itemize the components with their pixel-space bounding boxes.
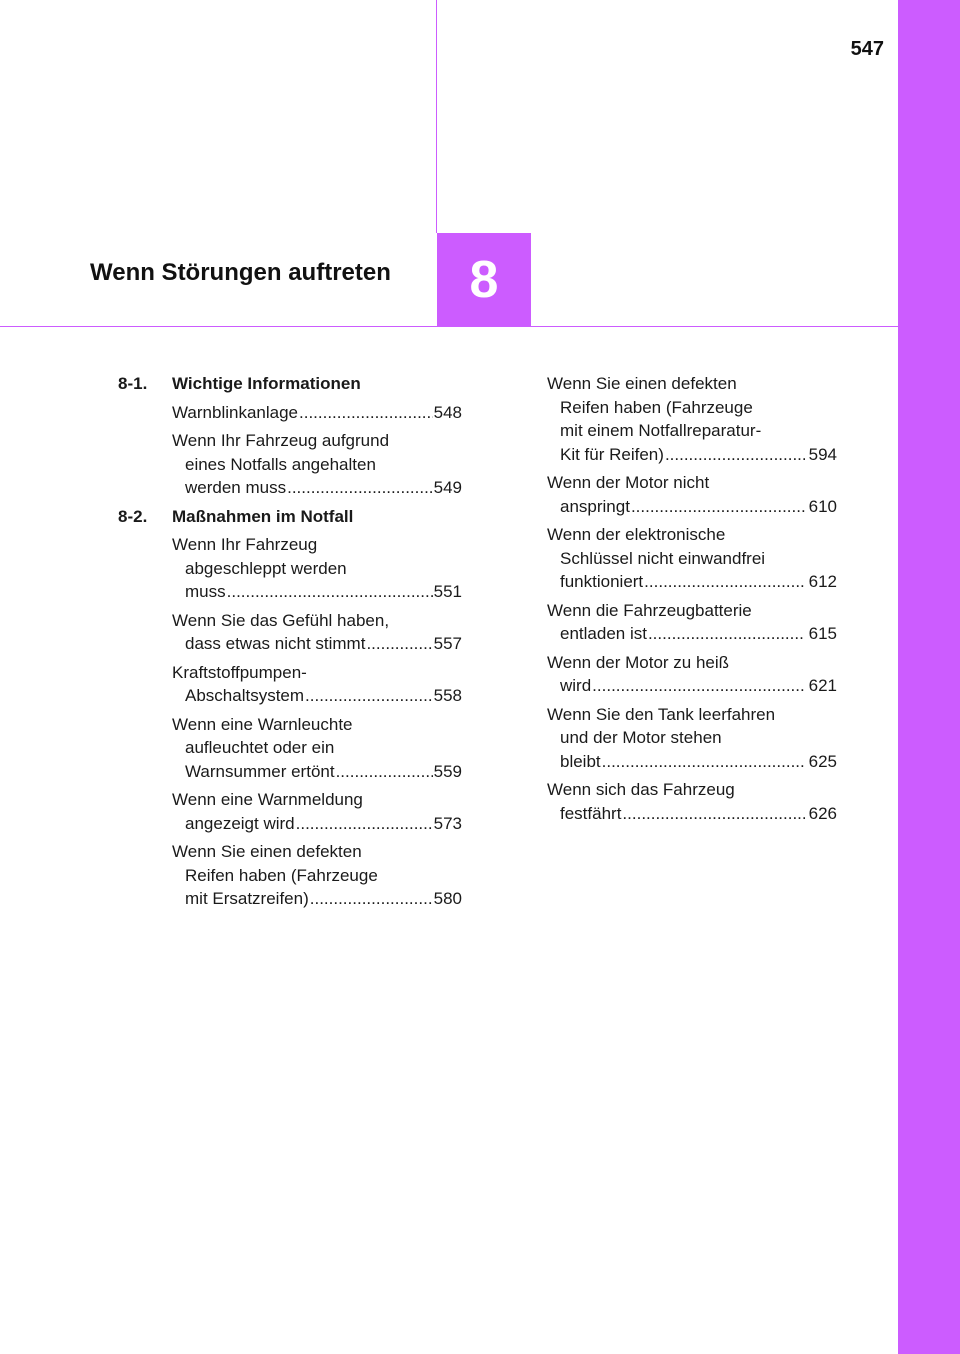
toc-entry-last-line [547, 750, 837, 774]
toc-page-number[interactable]: 626 [808, 803, 837, 823]
toc-entry-last-line [172, 580, 462, 604]
dot-leader [366, 632, 432, 656]
toc-entry[interactable] [547, 651, 837, 698]
toc-entry-last-line [547, 622, 837, 646]
dot-leader [305, 684, 433, 708]
dot-leader [648, 622, 805, 646]
toc-entry-last-line [172, 887, 462, 911]
toc-entry-last-line [547, 802, 837, 826]
dot-leader [644, 570, 804, 594]
toc-entry[interactable] [172, 429, 462, 500]
toc-entry-text: aufleuchtet oder ein [185, 738, 335, 757]
dot-leader [227, 580, 433, 604]
toc-right-column [547, 372, 837, 830]
toc-entry[interactable] [172, 401, 462, 425]
toc-entry-last-line [172, 401, 462, 425]
section-title: Wichtige Informationen [172, 374, 361, 393]
toc-entry-text: bleibt [560, 751, 601, 771]
toc-entry-text: Wenn Ihr Fahrzeug [172, 535, 318, 554]
toc-entry-last-line [172, 684, 462, 708]
toc-entry-text: eines Notfalls angehalten [185, 454, 376, 474]
toc-entry-last-line [172, 760, 462, 784]
toc-entry-text: wird [560, 676, 592, 695]
toc-entry-last-line [547, 570, 837, 594]
toc-entry-text: Wenn der Motor nicht [547, 473, 710, 492]
toc-left-column [118, 372, 462, 916]
toc-entry-text: Wenn eine Warnleuchte [172, 714, 353, 734]
toc-entry[interactable] [172, 840, 462, 911]
toc-entry-text: Reifen haben (Fahrzeuge [560, 397, 753, 417]
toc-entry-text: Wenn Ihr Fahrzeug aufgrund [172, 431, 390, 450]
toc-entry-text: abgeschleppt werden [185, 558, 347, 578]
toc-entry[interactable] [172, 713, 462, 784]
toc-page-number[interactable]: 610 [808, 496, 837, 516]
toc-page-number[interactable]: 551 [433, 582, 462, 601]
toc-entry-text: Wenn Sie einen defekten [547, 374, 737, 393]
toc-entry[interactable] [547, 372, 837, 466]
toc-entry-text: Wenn eine Warnmeldung [172, 790, 363, 809]
toc-entry-text: dass etwas nicht stimmt [185, 634, 366, 653]
toc-entry[interactable] [172, 661, 462, 708]
toc-entry-text: Kit für Reifen) [560, 444, 664, 464]
section-number: 8-1. [118, 374, 148, 393]
toc-entry-text: Wenn die Fahrzeugbatterie [547, 600, 752, 620]
page-number: 547 [850, 38, 884, 60]
toc-entry-text: und der Motor stehen [560, 728, 722, 747]
toc-entry-text: anspringt [560, 496, 630, 516]
toc-page-number[interactable]: 621 [808, 676, 837, 695]
toc-entry-text: Warnblinkanlage [172, 402, 298, 422]
toc-page-number[interactable]: 580 [433, 889, 462, 908]
dot-leader [592, 674, 804, 698]
dot-leader [631, 495, 805, 519]
toc-entry-last-line [172, 632, 462, 656]
dot-leader [336, 760, 433, 784]
toc-page-number[interactable]: 548 [433, 402, 462, 422]
toc-entry-last-line [172, 476, 462, 500]
toc-entry-text: funktioniert [560, 572, 644, 591]
toc-entry-text: Abschaltsystem [185, 686, 305, 705]
toc-entry[interactable] [547, 523, 837, 594]
toc-entry-text: Warnsummer ertönt [185, 761, 335, 781]
toc-page-number[interactable]: 549 [433, 478, 462, 497]
toc-entry-last-line [547, 495, 837, 519]
toc-entry[interactable] [172, 609, 462, 656]
toc-entry[interactable] [172, 788, 462, 835]
toc-entry-last-line [547, 674, 837, 698]
toc-entry-text: Wenn sich das Fahrzeug [547, 780, 735, 799]
toc-page-number[interactable]: 557 [433, 634, 462, 653]
toc-entry-text: entladen ist [560, 624, 647, 643]
toc-entry-text: mit Ersatzreifen) [185, 889, 309, 908]
toc-entry[interactable] [172, 533, 462, 604]
toc-entry-text: mit einem Notfallreparatur- [560, 421, 762, 440]
toc-entry-text: werden muss [185, 478, 287, 497]
toc-entry-text: Reifen haben (Fahrzeuge [185, 865, 378, 885]
toc-section-heading[interactable] [118, 372, 462, 396]
toc-entry-text: Wenn der elektronische [547, 525, 726, 544]
toc-page-number[interactable]: 625 [808, 751, 837, 771]
dot-leader [665, 443, 805, 467]
toc-section-heading[interactable] [118, 505, 462, 529]
chapter-title: Wenn Störungen auftreten [90, 259, 391, 286]
toc-entry-text: festfährt [560, 803, 622, 823]
dot-leader [622, 802, 804, 826]
dot-leader [602, 750, 805, 774]
toc-page-number[interactable]: 615 [808, 624, 837, 643]
toc-entry-last-line [547, 443, 837, 467]
toc-page-number[interactable]: 594 [808, 444, 837, 464]
toc-entry-text: angezeigt wird [185, 813, 295, 833]
toc-entry-text: Wenn Sie einen defekten [172, 842, 362, 861]
toc-page-number[interactable]: 573 [433, 813, 462, 833]
toc-entry[interactable] [547, 599, 837, 646]
dot-leader [296, 812, 433, 836]
toc-entry[interactable] [547, 778, 837, 825]
toc-entry-text: Kraftstoffpumpen- [172, 662, 307, 682]
section-number: 8-2. [118, 506, 148, 526]
toc-entry-last-line [172, 812, 462, 836]
toc-page-number[interactable]: 558 [433, 686, 462, 705]
section-title: Maßnahmen im Notfall [172, 506, 354, 526]
dot-leader [310, 887, 433, 911]
toc-entry-text: Wenn Sie das Gefühl haben, [172, 610, 390, 630]
header-vertical-rule [436, 0, 437, 233]
toc-entry-text: Schlüssel nicht einwandfrei [560, 548, 766, 568]
dot-leader [299, 401, 433, 425]
toc-entry[interactable] [547, 471, 837, 518]
toc-entry[interactable] [547, 703, 837, 774]
toc-entry-text: muss [185, 582, 226, 601]
toc-entry-text: Wenn der Motor zu heiß [547, 652, 730, 672]
dot-leader [287, 476, 433, 500]
toc-entry-text: Wenn Sie den Tank leerfahren [547, 704, 776, 724]
toc-page-number[interactable]: 612 [808, 572, 837, 591]
chapter-side-tab [898, 0, 960, 1354]
toc-page-number[interactable]: 559 [433, 761, 462, 781]
chapter-number-box: 8 [437, 233, 531, 327]
